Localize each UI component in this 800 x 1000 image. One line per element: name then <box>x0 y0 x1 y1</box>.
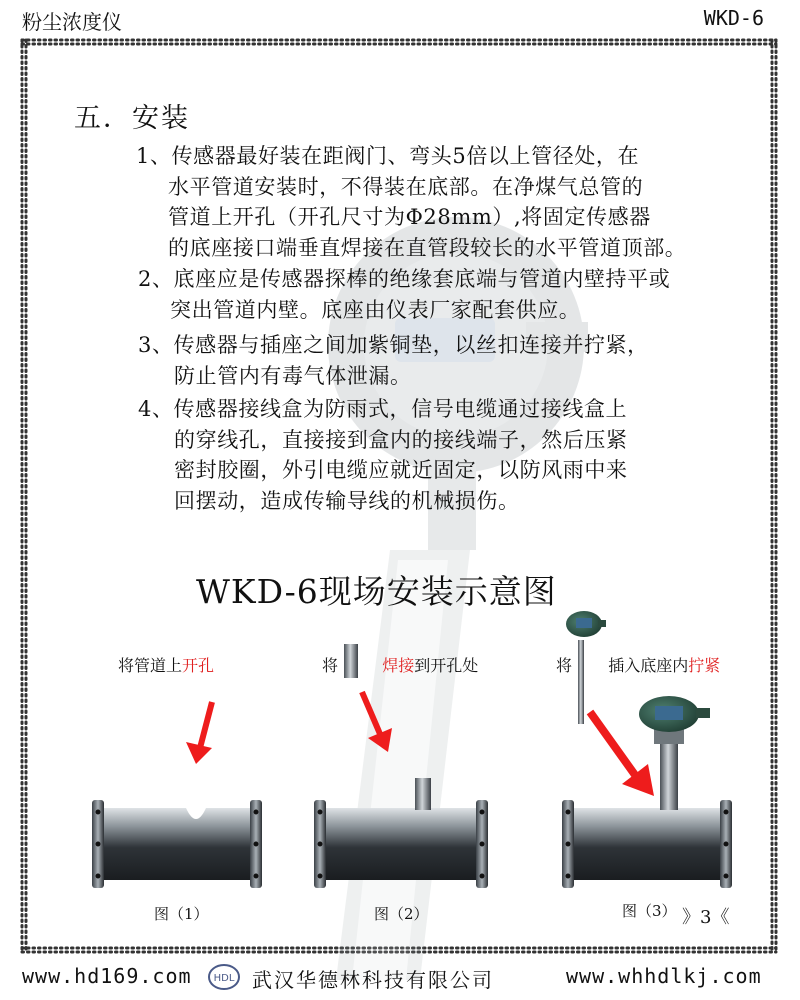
item-line: 密封胶圈，外引电缆应就近固定，以防风雨中来 <box>174 458 628 482</box>
fig2-label: 图（2） <box>374 905 429 923</box>
item-line: 1、传感器最好装在距阀门、弯头5倍以上管径处，在 <box>136 144 640 168</box>
header-title: 粉尘浓度仪 <box>22 10 122 34</box>
item-line: 水平管道安装时，不得装在底部。在净煤气总管的 <box>168 174 644 199</box>
pipe-fig2 <box>314 778 488 888</box>
arrow-fig3 <box>590 712 654 796</box>
caption-highlight: 开孔 <box>182 656 215 675</box>
section-title: 五．安装 <box>74 103 190 134</box>
caption-text: 将 <box>322 656 339 675</box>
sensor-small-icon <box>566 611 606 724</box>
caption-text: 到开孔处 <box>414 656 479 675</box>
caption-text: 插入底座内 <box>608 656 689 675</box>
fig1-label: 图（1） <box>154 905 209 923</box>
logo-text: HDL <box>213 973 235 984</box>
socket-small-icon <box>344 644 358 678</box>
item-line: 回摆动，造成传输导线的机械损伤。 <box>174 488 520 513</box>
item-line: 突出管道内壁。底座由仪表厂家配套供应。 <box>170 297 581 322</box>
item-line: 的底座接口端垂直焊接在直管段较长的水平管道顶部。 <box>168 235 687 260</box>
item-line: 防止管内有毒气体泄漏。 <box>174 363 412 388</box>
item-line: 3、传感器与插座之间加紫铜垫，以丝扣连接并拧紧， <box>138 333 649 357</box>
footer-company: 武汉华德林科技有限公司 <box>252 968 494 992</box>
page-number: 》3《 <box>682 907 730 928</box>
item-line: 管道上开孔（开孔尺寸为Φ28mm）,将固定传感器 <box>168 205 651 229</box>
footer-left-url[interactable]: www.hd169.com <box>22 964 192 988</box>
footer-right-url[interactable]: www.whhdlkj.com <box>566 964 762 988</box>
caption-text: 将管道上 <box>118 656 183 675</box>
caption-text: 将 <box>556 656 573 675</box>
fig3-label: 图（3） <box>622 902 677 920</box>
item-line: 2、底座应是传感器探棒的绝缘套底端与管道内壁持平或 <box>138 267 671 291</box>
company-logo-icon <box>208 964 240 990</box>
caption-highlight: 拧紧 <box>688 656 721 675</box>
item-line: 的穿线孔，直接接到盒内的接线端子，然后压紧 <box>174 427 628 452</box>
arrow-fig1 <box>186 702 212 764</box>
header-model: WKD-6 <box>703 6 764 30</box>
pipe-fig1 <box>92 800 262 888</box>
diagram-title: WKD-6现场安装示意图 <box>196 572 557 611</box>
arrow-fig2 <box>362 692 392 752</box>
item-line: 4、传感器接线盒为防雨式，信号电缆通过接线盒上 <box>138 397 628 421</box>
caption-highlight: 焊接 <box>382 656 415 675</box>
